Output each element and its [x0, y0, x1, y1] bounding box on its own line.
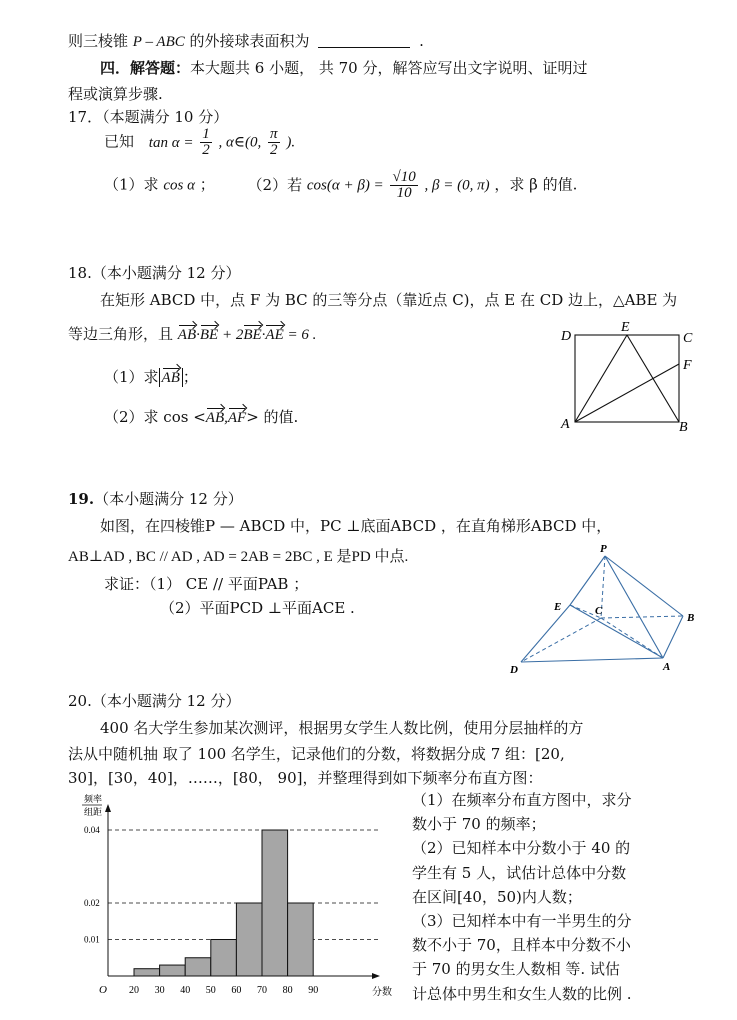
histogram-bar	[288, 903, 314, 976]
histogram-bar	[236, 903, 262, 976]
q17-given-pre: 已知	[104, 132, 135, 151]
segment-af	[575, 364, 679, 422]
q17-parts	[104, 170, 577, 201]
label-c: C	[683, 331, 693, 346]
section-heading	[100, 57, 588, 78]
q20-line3: 30]，[30，40]，……，[80， 90]，并整理得到如下频率分布直方图：	[68, 769, 543, 787]
q20-line2: 法从中随机抽 取了 100 名学生，记录他们的分数，将数据分成 7 组：[20,	[68, 745, 565, 763]
answer-blank	[318, 33, 410, 48]
q20-line1: 400 名大学生参加某次测评，根据男女学生人数比例，使用分层抽样的方	[100, 719, 584, 737]
edge-pb	[605, 556, 683, 616]
label-b: B	[687, 612, 695, 624]
vector-af: AF	[227, 410, 247, 426]
intro-line	[68, 30, 424, 51]
q18-part2	[104, 406, 298, 427]
y-tick-label: 0.01	[84, 934, 100, 945]
histogram-bar	[134, 969, 160, 976]
q19-proof1: 求证：（1） CE // 平面PAB ；	[104, 575, 309, 593]
q17-frac-half	[200, 127, 212, 158]
label-a: A	[561, 417, 570, 432]
q17-frac-sqrt10	[390, 170, 417, 201]
x-axis-label: 分数	[372, 987, 392, 998]
histogram-bar	[160, 965, 186, 976]
label-p: P	[600, 543, 607, 555]
q17-part1-end: ；	[199, 175, 215, 194]
x-tick-label: 90	[308, 985, 319, 996]
vector-ab: AB	[177, 327, 197, 343]
x-tick-label: 50	[205, 985, 216, 996]
q18-part2-end: > 的值.	[246, 408, 299, 426]
q18-eq: = 6 .	[283, 327, 317, 343]
vector-be: BE	[199, 327, 219, 343]
frac-num: π	[270, 126, 278, 142]
q20-q3: （3）已知样本中有一半男生的分	[412, 912, 632, 931]
q20-questions	[412, 788, 632, 1006]
edge-ab	[663, 616, 683, 658]
x-tick-label: 30	[154, 985, 165, 996]
x-tick-label: 60	[231, 985, 242, 996]
edge-pa	[605, 556, 663, 658]
section-text: 本大题共 6 小题， 共 70 分，解答应写出文字说明、证明过	[190, 59, 588, 77]
label-e: E	[554, 601, 562, 613]
x-tick-label: 20	[129, 985, 139, 996]
frac-den: 10	[396, 185, 412, 201]
y-tick-label: 0.02	[84, 898, 100, 908]
q20-q1: （1）在频率分布直方图中，求分	[412, 791, 632, 809]
x-tick-label: 70	[257, 985, 267, 996]
vector-ab: AB	[161, 370, 180, 386]
frequency-histogram	[68, 790, 408, 1002]
x-axis-arrow	[372, 973, 380, 979]
y-label-top: 频率	[84, 794, 103, 804]
edge-pe	[570, 556, 605, 605]
q17-alpha-range: , α∈(0,	[218, 134, 262, 151]
edge-cd	[521, 618, 601, 662]
section-title: 四．解答题：	[100, 59, 191, 77]
q18-part1	[104, 366, 198, 387]
q20-q1b: 数小于 70 的频率；	[412, 815, 546, 834]
q19-title-rest: （本小题满分 12 分）	[94, 490, 243, 508]
edge-ed	[521, 605, 570, 662]
vector-ab: AB	[205, 410, 225, 426]
x-tick-label: 40	[180, 985, 191, 996]
q18-line2: 等边三角形，且 AB·BE + 2BE·AE = 6 .	[68, 325, 317, 343]
intro-end: .	[419, 32, 424, 50]
q18-part1-end: ；	[182, 368, 198, 386]
q17-tan: tan α =	[148, 134, 194, 151]
label-b: B	[679, 420, 688, 435]
q18-plus: + 2	[218, 327, 244, 343]
intro-text-2: 的外接球表面积为	[189, 32, 310, 50]
intro-math: P – ABC	[132, 34, 185, 50]
label-c: C	[595, 605, 603, 617]
frac-num: √10	[392, 169, 416, 185]
edge-da	[521, 658, 663, 662]
q18-part1-text: （1）求	[104, 368, 159, 386]
q19-proof2: （2）平面PCD ⊥平面ACE .	[160, 599, 355, 617]
q20-q3c: 于 70 的男女生人数相 等. 试估	[412, 960, 620, 979]
q19-number: 19.	[68, 490, 95, 508]
abs-value	[159, 368, 183, 387]
histogram-bar	[185, 958, 211, 976]
edge-cb	[601, 616, 683, 618]
edge-ea	[570, 605, 663, 658]
q20-title: 20.（本小题满分 12 分）	[68, 692, 241, 710]
q17-frac-pi	[268, 127, 280, 158]
q20-q3d: 计总体中男生和女生人数的比例 .	[412, 984, 632, 1003]
x-tick-label: 80	[282, 985, 293, 996]
rectangle-abcd	[575, 335, 679, 422]
y-tick-label: 0.04	[84, 825, 100, 835]
frac-den: 2	[270, 142, 278, 158]
frac-den: 2	[202, 142, 210, 158]
y-label-bottom: 组距	[84, 807, 103, 817]
edge-ca	[601, 618, 663, 658]
y-axis-arrow	[105, 804, 111, 812]
q17-given	[104, 127, 295, 158]
label-e: E	[621, 320, 630, 335]
frac-num: 1	[202, 126, 210, 142]
q18-title: 18.（本小题满分 12 分）	[68, 264, 241, 282]
label-d: D	[561, 329, 572, 344]
q18-line1: 在矩形 ABCD 中，点 F 为 BC 的三等分点（靠近点 C)，点 E 在 CD 边上，△ABE 为	[100, 291, 678, 309]
comma: ,	[224, 410, 228, 426]
q17-beta: , β = (0, π)	[424, 177, 490, 194]
q17-part2-end: ，求 β 的值.	[494, 175, 578, 194]
q17-given-end: ).	[286, 134, 296, 151]
histogram-bar	[262, 830, 288, 976]
q17-part1: （1）求	[104, 175, 159, 194]
q19-title	[68, 488, 243, 509]
origin-label: O	[99, 984, 107, 996]
q20-q3b: 数不小于 70，且样本中分数不小	[412, 936, 631, 955]
q18-line2-pre: 等边三角形，且	[68, 325, 174, 343]
q17-part1-math: cos α	[163, 177, 195, 194]
section-text-2: 程或演算步骤.	[68, 85, 163, 103]
q17-title: 17．（本题满分 10 分）	[68, 108, 229, 126]
q17-part2-math: cos(α + β) =	[306, 177, 384, 194]
label-d: D	[510, 664, 518, 676]
q17-part2: （2）若	[247, 175, 303, 194]
label-a: A	[663, 661, 671, 673]
rectangle-figure	[555, 318, 705, 436]
q20-q2b: 学生有 5 人，试估计总体中分数	[412, 863, 627, 882]
q20-q2c: 在区间[40，50)内人数；	[412, 887, 582, 906]
intro-text: 则三棱锥	[68, 32, 129, 50]
q19-line1: 如图，在四棱锥P — ABCD 中，PC ⊥底面ABCD ，在直角梯形ABCD 中，	[100, 517, 612, 535]
label-f: F	[683, 358, 692, 373]
q19-line2: AB⊥AD , BC // AD , AD = 2AB = 2BC , E 是PD 中点.	[68, 549, 409, 565]
q18-part2-text: （2）求 cos <	[104, 408, 206, 426]
vector-ae: AE	[265, 327, 284, 343]
segment-ae	[575, 335, 627, 422]
q20-q2: （2）已知样本中分数小于 40 的	[412, 839, 631, 858]
histogram-bar	[211, 940, 237, 977]
pyramid-figure	[505, 540, 705, 678]
vector-be-2: BE	[243, 327, 262, 343]
